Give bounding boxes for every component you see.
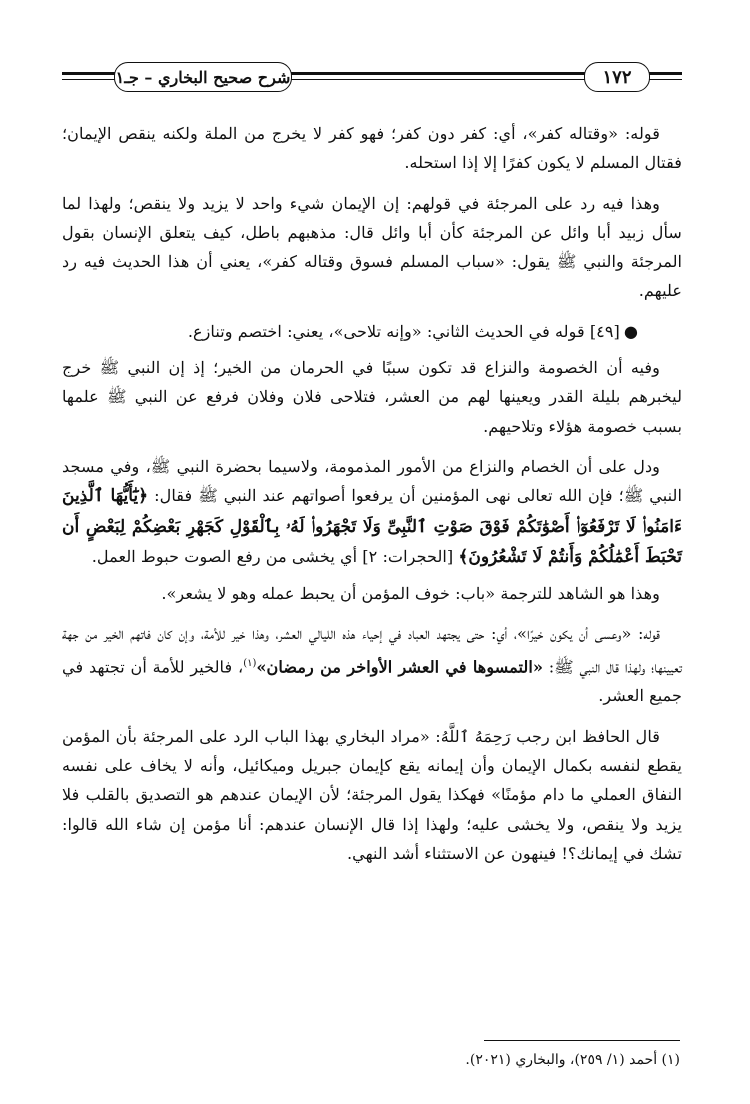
paragraph-7-end: ، فالخير للأمة أن تجتهد في جميع العشر. [62,657,682,706]
page-body [62,119,682,879]
page-header [62,58,682,96]
paragraph-4: وفيه أن الخصومة والنزاع قد تكون سببًا في الحرمان من الخير؛ إذ إن النبي ﷺ خرج ليخبرهم بليلة القدر ويعينها لهم من العشر، فتلاحى فلان وفلان فرفع عن النبي ﷺ علمها بسبب خصومة هؤلاء وتلاحيهم. [62,358,682,436]
paragraph-2: وهذا فيه رد على المرجئة في قولهم: إن الإيمان شيء واحد لا يزيد ولا ينقص؛ ولهذا لما سأل زبيد أبا وائل عن المرجئة كأن أبا وائل قال: مذهبهم باطل، كيف يتعلق الإنسان بقول المرجئة والنبي ﷺ يقول: «سباب المسلم فسوق وقتاله كفر»، يعني أن هذا الحديث فيه رد عليهم. [62,193,682,301]
paragraph-7 [62,619,682,710]
footnote-ref: (١) [243,657,257,669]
footnote-separator [484,1040,680,1041]
footnote: (١) أحمد (١/ ٢٥٩)، والبخاري (٢٠٢١). [465,1052,680,1068]
paragraph-3-text: [٤٩] قوله في الحديث الثاني: «وإنه تلاحى»، يعني: اختصم وتنازع. [187,321,620,341]
quran-verse: ﴿يَٰٓأَيُّهَا ٱلَّذِينَ ءَامَنُوا۟ لَا تَرْفَعُوٓا۟ أَصْوَٰتَكُمْ فَوْقَ صَوْتِ ٱلنَّبِىِّ وَلَا تَجْهَرُوا۟ لَهُۥ بِٱلْقَوْلِ كَجَهْرِ بَعْضِكُمْ لِبَعْضٍ أَن تَحْبَطَ أَعْمَٰلُكُمْ وَأَنتُمْ لَا تَشْعُرُونَ﴾ [62,486,682,567]
paragraph-1: قوله: «وقتاله كفر»، أي: كفر دون كفر؛ فهو كفر لا يخرج من الملة ولكنه ينقص الإيمان؛ فقتال المسلم لا يكون كفرًا إلا إذا استحله. [62,124,682,173]
page-number: ١٧٢ [584,62,650,92]
paragraph-6: وهذا هو الشاهد للترجمة «باب: خوف المؤمن أن يحبط عمله وهو لا يشعر». [161,584,660,604]
paragraph-7-intro: قوله: «وعسى أن يكون خيرًا»، أي: حتى يجتهد العباد في إحياء هذه الليالي العشر، وهذا خير للأمة، وإن كان فاتهم الخير من جهة تعيينها؛ ولهذا قال النبي ﷺ: [62,624,682,677]
paragraph-8: قال الحافظ ابن رجب رَحِمَهُ ٱللَّهُ: «مراد البخاري بهذا الباب الرد على المرجئة بأن المؤمن يقطع لنفسه بكمال الإيمان وأن إيمانه يقع كإيمان جبريل وميكائيل، وأنه لا يخاف على نفسه النفاق العملي ما دام مؤمنًا» فهكذا يقول المرجئة؛ لأن الإيمان عندهم هو التصديق بالقلب فلا يزيد ولا ينقص، ولا يخشى عليه؛ ولهذا إذا قال الإنسان عندهم: أنا مؤمن إن شاء الله قالوا: تشك في إيمانك؟! فينهون عن الاستثناء أشد النهي. [62,726,682,863]
bullet-icon: ● [623,321,638,341]
book-title: شرح صحيح البخاري – جـ١ [114,62,292,92]
paragraph-3 [62,317,682,346]
paragraph-5 [62,452,682,572]
paragraph-5-intro: ودل على أن الخصام والنزاع من الأمور المذمومة، ولاسيما بحضرة النبي ﷺ، وفي مسجد النبي ﷺ؛ فإن الله تعالى نهى المؤمنين أن يرفعوا أصواتهم عند النبي ﷺ فقال: [62,456,682,506]
paragraph-5-end: [الحجرات: ٢] أي يخشى من رفع الصوت حبوط العمل. [91,546,454,566]
hadith-quote: «التمسوها في العشر الأواخر من رمضان» [256,657,543,677]
